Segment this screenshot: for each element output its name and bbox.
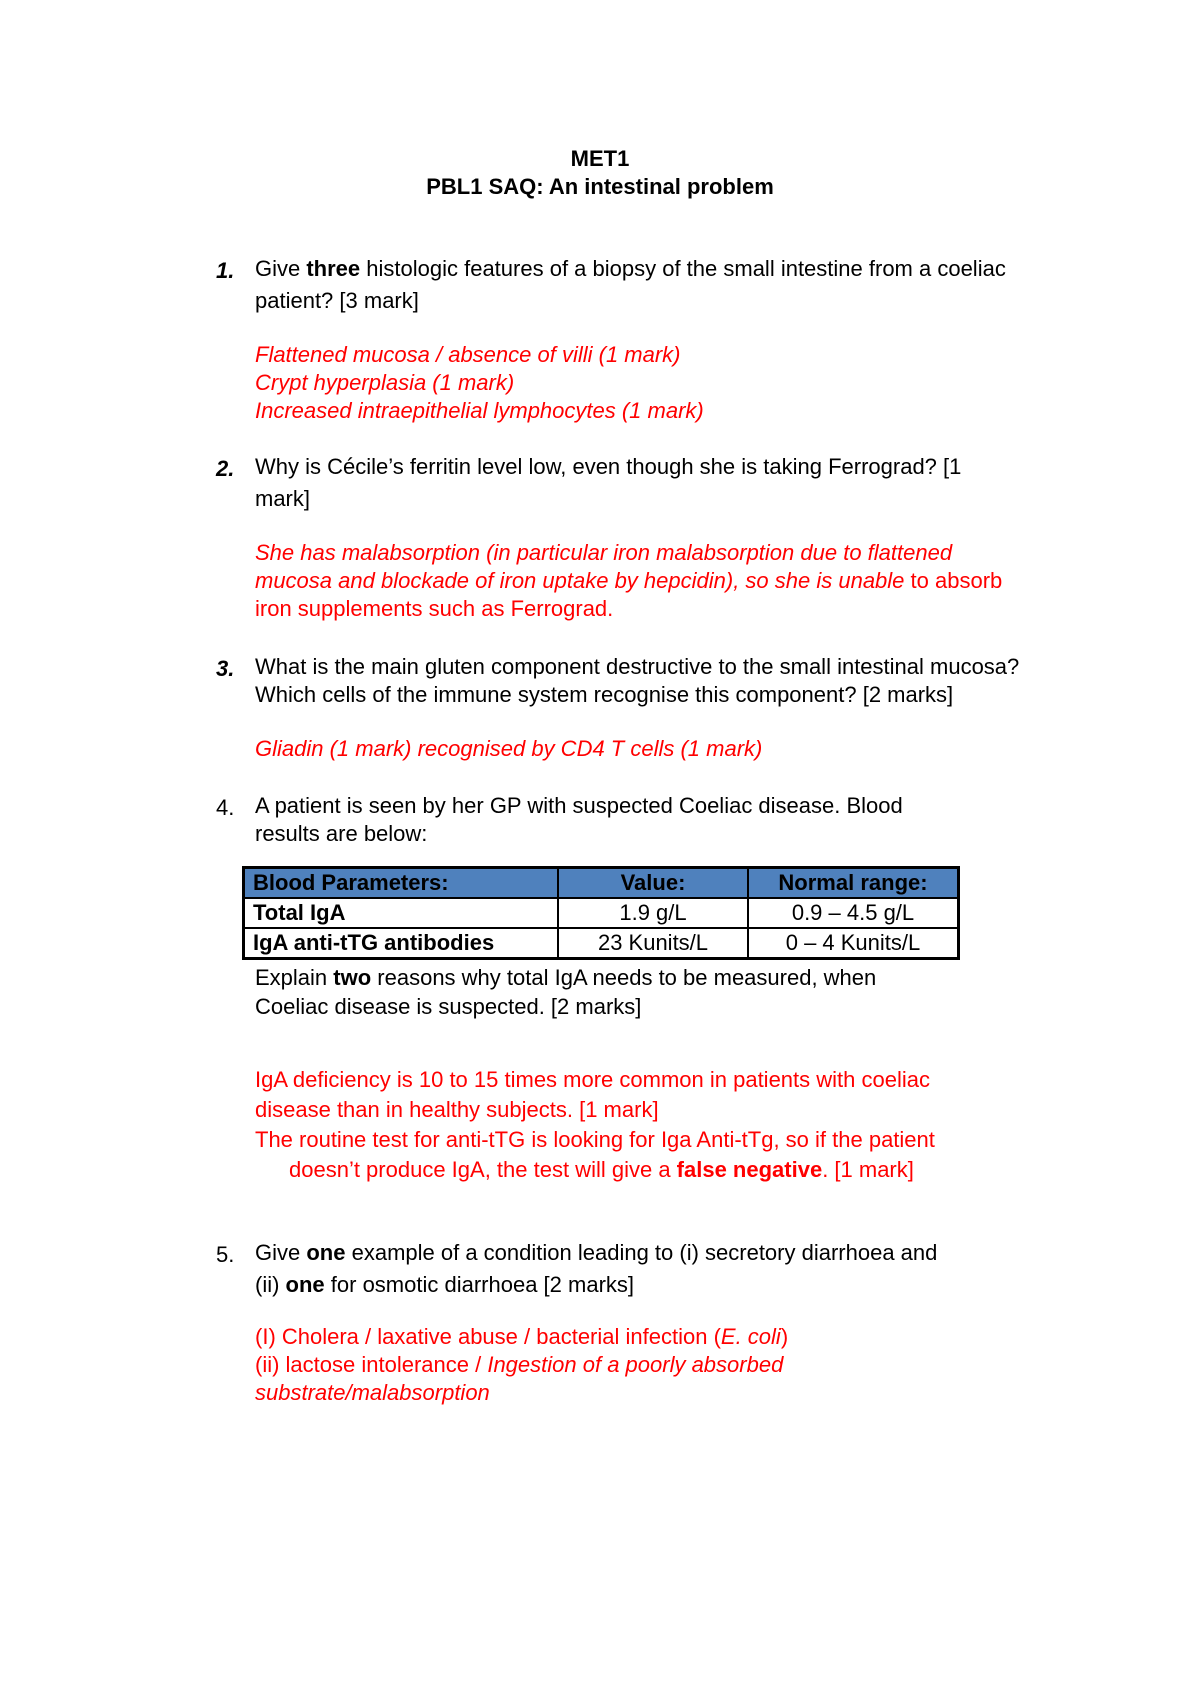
question-1-text: Give three histologic features of a biopsy of the small intestine from a coeliac xyxy=(255,256,1006,281)
question-5-text-cont: (ii) one for osmotic diarrhoea [2 marks] xyxy=(255,1272,635,1297)
table-row xyxy=(244,898,959,928)
table-row xyxy=(244,928,959,959)
table-header-cell: Blood Parameters: xyxy=(244,868,559,899)
page-title: PBL1 SAQ: An intestinal problem xyxy=(426,174,774,199)
table-cell: 1.9 g/L xyxy=(558,898,748,928)
table-cell: 0 – 4 Kunits/L xyxy=(748,928,959,959)
answer-2-line: She has malabsorption (in particular iron malabsorption due to flattened xyxy=(255,540,953,565)
question-2-text-cont: mark] xyxy=(255,486,310,511)
answer-4-line: doesn’t produce IgA, the test will give a false negative. [1 mark] xyxy=(289,1157,914,1182)
question-2-text: Why is Cécile’s ferritin level low, even though she is taking Ferrograd? [1 xyxy=(255,454,962,479)
question-4-explain: Explain two reasons why total IgA needs to be measured, when xyxy=(255,965,877,990)
answer-4-line: IgA deficiency is 10 to 15 times more common in patients with coeliac xyxy=(255,1067,930,1092)
question-3-text-cont: Which cells of the immune system recognise this component? [2 marks] xyxy=(255,682,954,707)
answer-5-line: (I) Cholera / laxative abuse / bacterial infection (E. coli) xyxy=(255,1324,789,1349)
answer-1-line: Increased intraepithelial lymphocytes (1 mark) xyxy=(255,398,704,423)
blood-results-table xyxy=(242,866,960,960)
table-cell: IgA anti-tTG antibodies xyxy=(244,928,559,959)
question-2-number: 2. xyxy=(216,456,235,481)
table-header-cell: Normal range: xyxy=(748,868,959,899)
question-3-number: 3. xyxy=(216,656,235,681)
question-1-text-cont: patient? [3 mark] xyxy=(255,288,419,313)
answer-4-line: The routine test for anti-tTG is looking for Iga Anti-tTg, so if the patient xyxy=(255,1127,935,1152)
question-5-number: 5. xyxy=(216,1242,235,1267)
answer-1-line: Crypt hyperplasia (1 mark) xyxy=(255,370,515,395)
question-4-number: 4. xyxy=(216,795,235,820)
question-4-text-cont: results are below: xyxy=(255,821,428,846)
answer-1-line: Flattened mucosa / absence of villi (1 mark) xyxy=(255,342,681,367)
table-cell: Total IgA xyxy=(244,898,559,928)
question-4-explain-cont: Coeliac disease is suspected. [2 marks] xyxy=(255,994,642,1019)
question-4-text: A patient is seen by her GP with suspected Coeliac disease. Blood xyxy=(255,793,903,818)
answer-5-line: substrate/malabsorption xyxy=(255,1380,490,1405)
answer-5-line: (ii) lactose intolerance / Ingestion of a poorly absorbed xyxy=(255,1352,784,1377)
answer-2-line: mucosa and blockade of iron uptake by hepcidin), so she is unable to absorb xyxy=(255,568,1003,593)
question-5-text: Give one example of a condition leading to (i) secretory diarrhoea and xyxy=(255,1240,938,1265)
question-3-text: What is the main gluten component destructive to the small intestinal mucosa? xyxy=(255,654,1020,679)
answer-3-line: Gliadin (1 mark) recognised by CD4 T cells (1 mark) xyxy=(255,736,763,761)
table-cell: 23 Kunits/L xyxy=(558,928,748,959)
table-header-cell: Value: xyxy=(558,868,748,899)
table-header-row xyxy=(244,868,959,899)
answer-4-line: disease than in healthy subjects. [1 mark] xyxy=(255,1097,659,1122)
question-1-number: 1. xyxy=(216,258,235,283)
answer-2-line: iron supplements such as Ferrograd. xyxy=(255,596,614,621)
table-cell: 0.9 – 4.5 g/L xyxy=(748,898,959,928)
course-code: MET1 xyxy=(570,146,630,171)
